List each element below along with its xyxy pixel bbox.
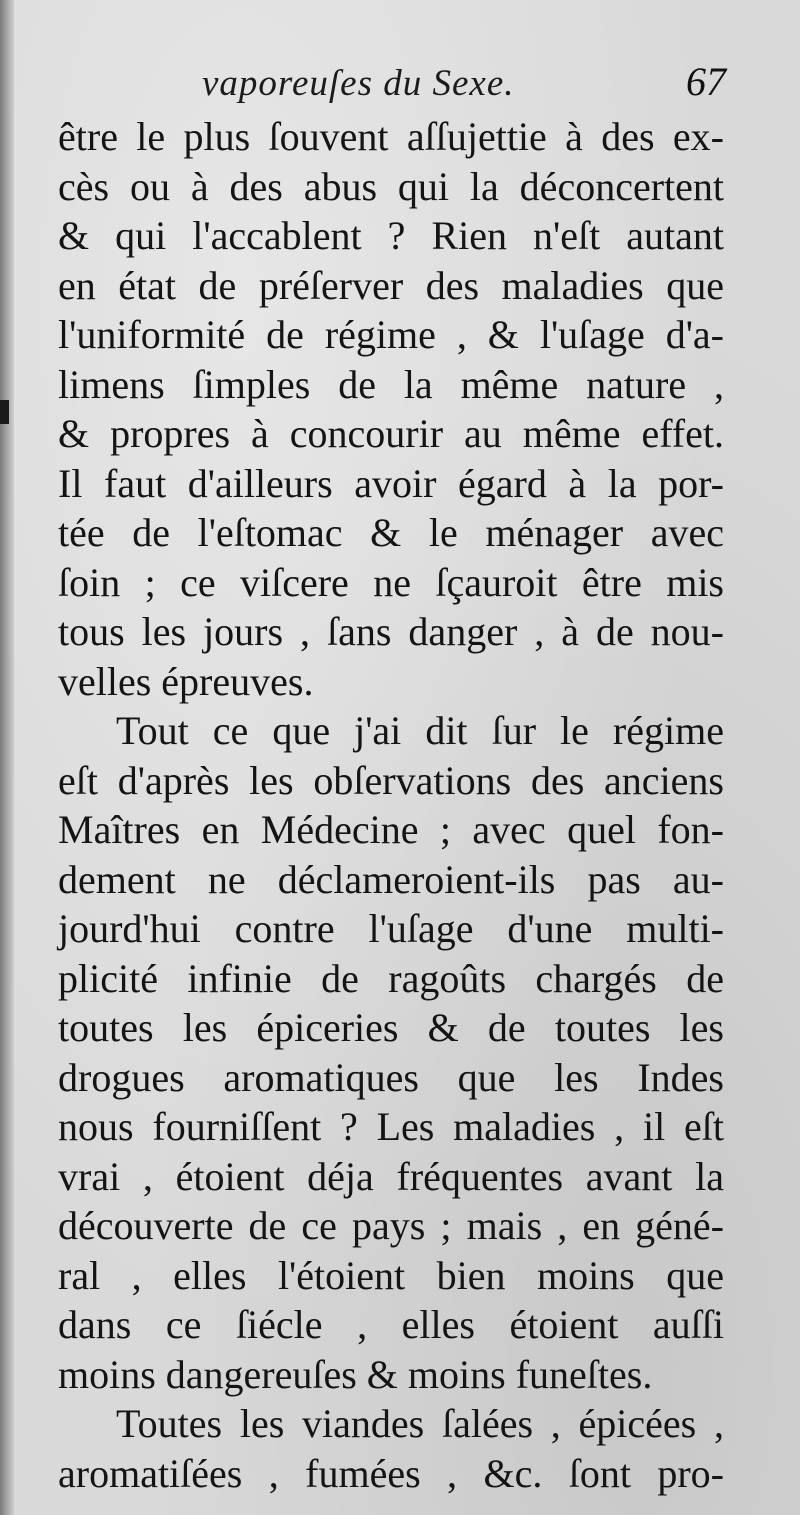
text-line: l'uniformité de régime , & l'uſage d'a- [58,312,724,357]
text-line: tée de l'eſtomac & le ménager avec [58,510,724,555]
text-line: nous fourniſſent ? Les maladies , il eſt [58,1104,724,1149]
text-line: ſoin ; ce viſcere ne ſçauroit être mis [58,559,724,605]
text-line: Il faut d'ailleurs avoir égard à la por- [58,460,724,506]
text-line: dement ne déclameroient-ils pas au- [58,856,724,902]
text-line: & propres à concourir au même effet. [58,411,724,456]
text-line: ral , elles l'étoient bien moins que [58,1252,724,1298]
paragraph-end-line: velles épreuves. [58,658,314,704]
page-number: 67 [686,59,726,104]
paragraph-start-line: Toutes les viandes ſalées , épicées , [116,1401,724,1446]
text-line: être le plus ſouvent aſſujettie à des ex- [58,114,724,159]
text-line: vrai , étoient déja fréquentes avant la [58,1153,724,1199]
running-title: vaporeuſes du Sexe. [202,63,515,104]
paragraph-end-line: moins dangereuſes & moins funeſtes. [58,1351,653,1397]
gutter-mark [0,400,9,424]
text-line: en état de préſerver des maladies que [58,262,724,308]
paragraph-start-line: Tout ce que j'ai dit ſur le régime [116,708,724,753]
text-line: tous les jours , ſans danger , à de nou- [58,609,724,654]
text-line: cès ou à des abus qui la déconcertent [58,163,724,209]
page-header [60,59,726,112]
text-line: & qui l'accablent ? Rien n'eſt autant [58,213,724,258]
text-line: Maîtres en Médecine ; avec quel fon- [58,807,724,852]
text-line: jourd'hui contre l'uſage d'une multi- [58,906,724,951]
text-line: limens ſimples de la même nature , [58,361,724,407]
text-line: découverte de ce pays ; mais , en géné- [58,1203,724,1248]
text-line: drogues aromatiques que les Indes [58,1054,724,1100]
text-line: dans ce ſiécle , elles étoient auſſi [58,1302,724,1347]
body-text [58,112,724,1498]
text-line: aromatiſées , fumées , &c. ſont pro- [58,1450,724,1496]
text-line: toutes les épiceries & de toutes les [58,1005,724,1050]
text-line: plicité infinie de ragoûts chargés de [58,955,724,1001]
text-line: eſt d'après les obſervations des anciens [58,757,724,803]
page-gutter-edge [0,0,14,1515]
